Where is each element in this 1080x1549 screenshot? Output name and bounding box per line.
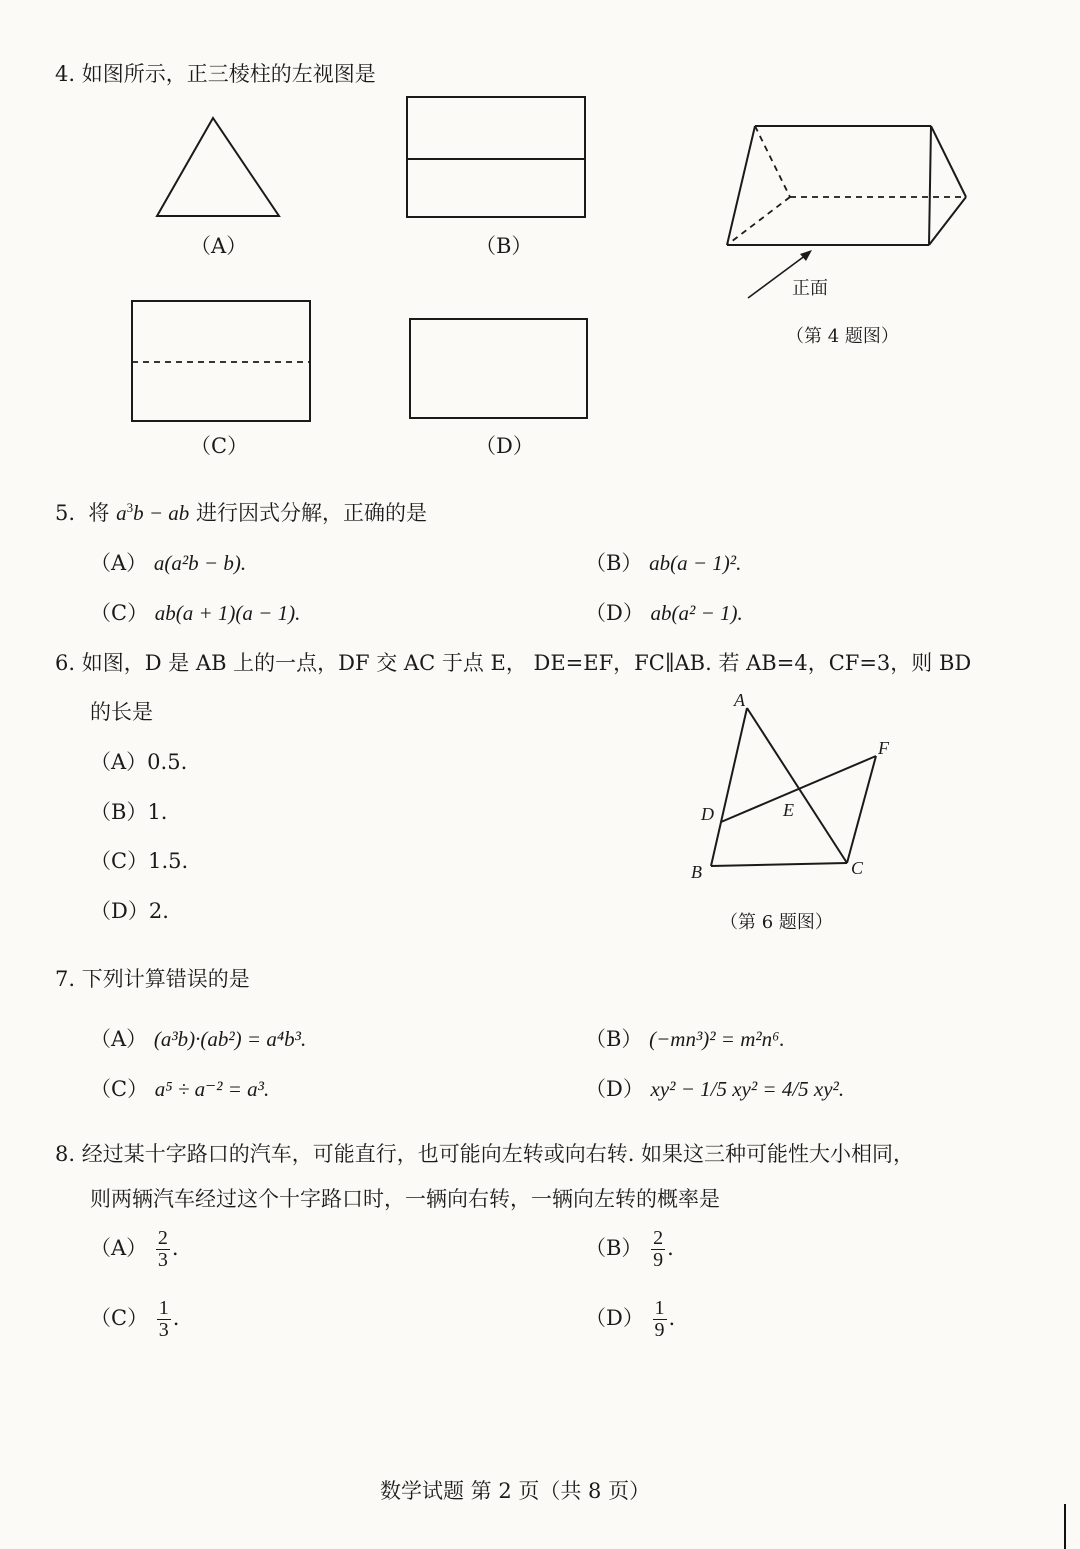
q5-option-b[interactable]: （B） ab(a − 1)². <box>585 551 742 575</box>
q5-stem-post: 进行因式分解，正确的是 <box>195 501 427 525</box>
q7-stem: 7. 下列计算错误的是 <box>55 967 250 991</box>
q6-point-d-label: D <box>701 804 714 824</box>
q6-option-a[interactable]: （A）0.5. <box>90 750 188 774</box>
q5-stem <box>55 497 427 527</box>
q5-number: 5. <box>55 501 76 525</box>
q4-option-c-figure <box>132 301 310 421</box>
q4-option-c-label[interactable]: （C） <box>190 434 249 458</box>
q4-option-a-label[interactable]: （A） <box>190 234 248 258</box>
q8-option-c-fraction: $\frac{1}{3}$ <box>158 1297 169 1341</box>
q6-point-c-label: C <box>851 858 864 878</box>
q8-option-b[interactable]: （B） $\frac{2}{9}$ . <box>585 1227 674 1271</box>
q4-option-d-rectangle <box>410 319 587 418</box>
q5-option-d[interactable]: （D） ab(a² − 1). <box>585 601 743 625</box>
q6-stem-line2: 的长是 <box>90 700 153 724</box>
q5-expression: $a^3b$ − ab <box>116 500 190 525</box>
q8-option-a-fraction: $\frac{2}{3}$ <box>157 1227 168 1271</box>
q6-option-b[interactable]: （B）1. <box>90 800 168 824</box>
q6-stem-line1: 6. 如图，D 是 AB 上的一点，DF 交 AC 于点 E， DE=EF，FC∥AB. 若 AB=4，CF=3，则 BD <box>55 651 972 675</box>
q6-point-a-label: A <box>734 690 745 710</box>
q6-geometry-figure <box>711 708 876 866</box>
q6-point-b-label: B <box>691 862 702 882</box>
q4-front-label: 正面 <box>792 278 828 299</box>
q5-option-a[interactable]: （A） a(a²b − b). <box>90 551 247 575</box>
q6-option-d[interactable]: （D）2. <box>90 899 169 923</box>
q4-option-b-figure <box>407 97 585 217</box>
q7-option-a[interactable]: （A） (a³b)·(ab²) = a⁴b³. <box>90 1027 307 1051</box>
q5-stem-pre: 将 <box>88 501 110 525</box>
q6-option-c[interactable]: （C）1.5. <box>90 849 189 873</box>
q8-option-b-fraction: $\frac{2}{9}$ <box>653 1227 664 1271</box>
q6-point-e-label: E <box>783 800 794 820</box>
q4-option-d-label[interactable]: （D） <box>475 434 534 458</box>
q8-option-d[interactable]: （D） $\frac{1}{9}$ . <box>585 1297 676 1341</box>
q7-option-b[interactable]: （B） (−mn³)² = m²n⁶. <box>585 1027 785 1051</box>
page-footer: 数学试题 第 2 页（共 8 页） <box>380 1479 651 1503</box>
q4-figure-caption: （第 4 题图） <box>786 326 899 347</box>
q7-option-d[interactable]: （D） xy² − 1/5 xy² = 4/5 xy². <box>585 1077 845 1101</box>
q8-option-d-fraction: $\frac{1}{9}$ <box>654 1297 665 1341</box>
q7-option-c[interactable]: （C） a⁵ ÷ a⁻² = a³. <box>90 1077 270 1101</box>
q8-stem-line2: 则两辆汽车经过这个十字路口时，一辆向右转，一辆向左转的概率是 <box>90 1187 720 1211</box>
q6-figure-caption: （第 6 题图） <box>720 912 833 933</box>
q8-option-c[interactable]: （C） $\frac{1}{3}$ . <box>90 1297 180 1341</box>
q4-option-b-label[interactable]: （B） <box>475 234 533 258</box>
q4-prism-figure <box>727 126 966 245</box>
q6-point-f-label: F <box>878 738 889 758</box>
q8-stem-line1: 8. 经过某十字路口的汽车，可能直行，也可能向左转或向右转. 如果这三种可能性大小相同， <box>55 1142 915 1166</box>
q5-option-c[interactable]: （C） ab(a + 1)(a − 1). <box>90 601 301 625</box>
page-edge-mark <box>1064 1504 1066 1549</box>
q4-option-a-triangle <box>157 118 279 216</box>
q8-option-a[interactable]: （A） $\frac{2}{3}$ . <box>90 1227 179 1271</box>
q4-stem: 4. 如图所示，正三棱柱的左视图是 <box>55 62 376 86</box>
